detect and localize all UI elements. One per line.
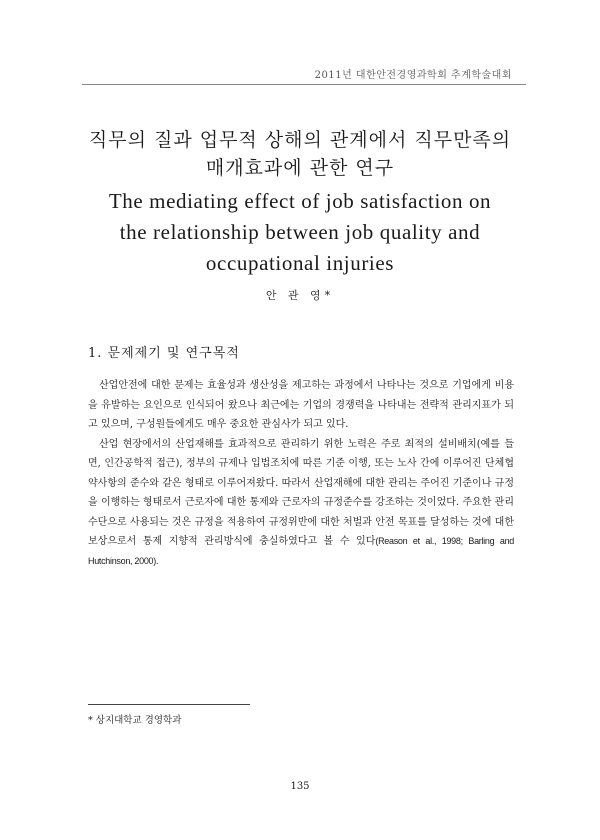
footnote: * 상지대학교 경영학과 [88, 715, 182, 726]
english-title-line: The mediating effect of job satisfaction on [108, 189, 492, 213]
paragraph-text: 산업 현장에서의 산업재해를 효과적으로 관리하기 위한 노력은 주로 최적의 설비배치(예를 들면, 인간공학적 접근), 정부의 규제나 입법조치에 따른 기준 이행, 또는 노사 간에 이루어진 단체협약사항의 준수와 같은 형태로 이루어져왔다. 따라서 산업재해에 대한 관리는 주어진 기준이나 규정을 이행하는 형태로서 근로자에 대한 통제와 근로자의 규정준수를 강조하는 것이었다. 주요한 관리수단으로 사용되는 것은 규정을 적용하여 규정위반에 대한 처벌과 안전 목표를 달성하는 것에 대한 보상으로서 통제 지향적 관리방식에 충실하였다고 볼 수 있다 [88, 438, 514, 547]
body-paragraph: 산업안전에 대한 문제는 효율성과 생산성을 제고하는 과정에서 나타나는 것으로 기업에게 비용을 유발하는 요인으로 인식되어 왔으나 최근에는 기업의 경쟁력을 나타내는 전략적 관리지표가 되고 있으며, 구성원들에게도 매우 중요한 관심사가 되고 있다. [88, 380, 514, 430]
footnote-rule [88, 704, 250, 705]
running-header: 2011년 대한안전경영과학회 추계학술대회 [314, 70, 512, 81]
body-text [88, 376, 514, 571]
title-block [0, 126, 600, 279]
english-title-line: the relationship between job quality and [119, 220, 481, 244]
korean-title-line: 직무의 질과 업무적 상해의 관계에서 직무만족의 [88, 129, 512, 151]
korean-title-line: 매개효과에 관한 연구 [205, 157, 395, 179]
header-rule [82, 84, 526, 85]
citation: (Reason et al., 1998; Barling and Hutchinson, 2000). [88, 536, 514, 566]
body-paragraph [88, 435, 514, 572]
page-number: 135 [290, 781, 310, 792]
english-title-line: occupational injuries [205, 251, 395, 275]
section-heading: 1. 문제제기 및 연구목적 [88, 346, 240, 361]
author-name: 안 관 영* [265, 289, 335, 302]
